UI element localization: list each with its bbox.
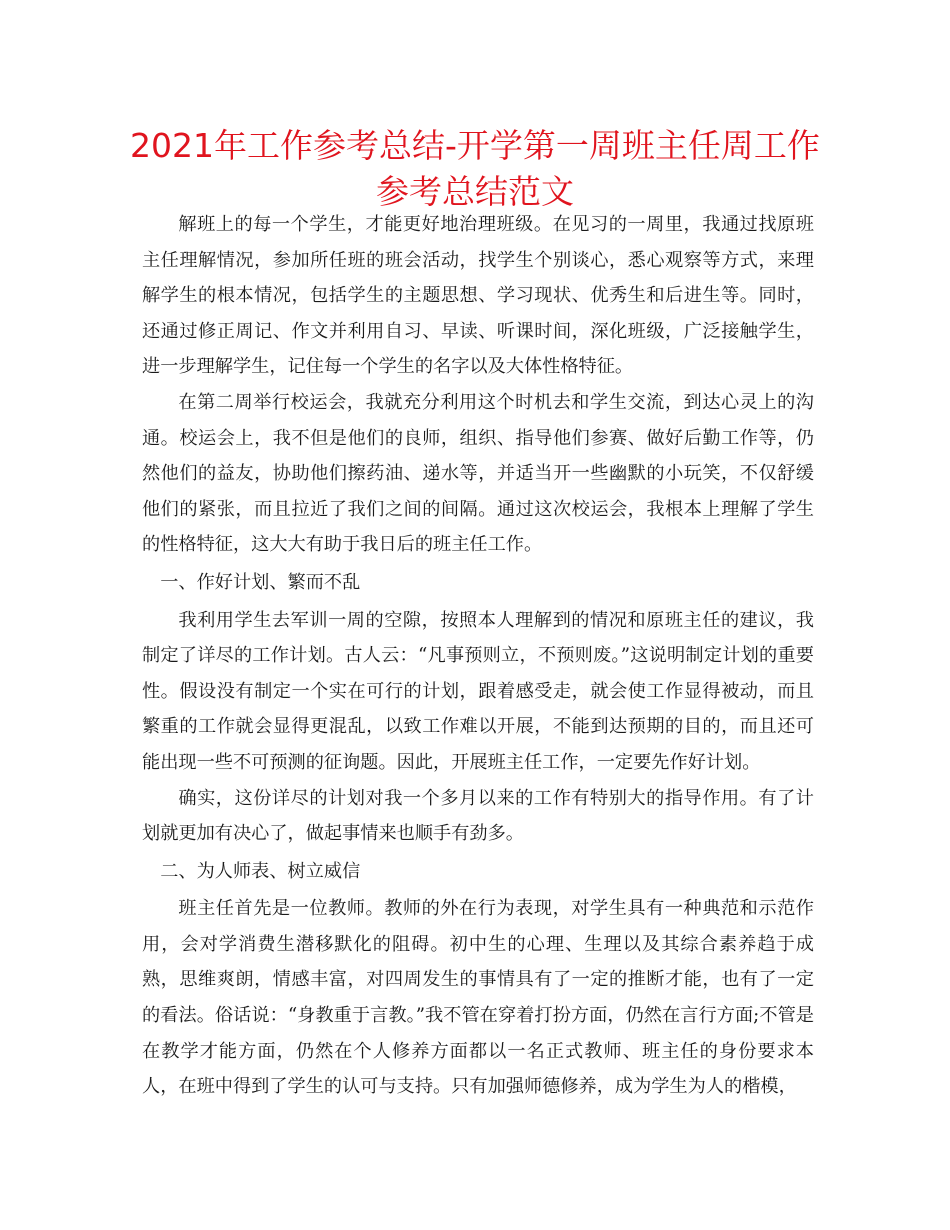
paragraph: 在第二周举行校运会，我就充分利用这个时机去和学生交流，到达心灵上的沟通。校运会上，我不但是他们的良师，组织、指导他们参赛、做好后勤工作等，仍然他们的益友，协助他们擦药油、递水等，并适当开一些幽默的小玩笑，不仅舒缓他们的紧张，而且拉近了我们之间的间隔。通过这次校运会，我根本上理解了学生的性格特征，这大大有助于我日后的班主任工作。 bbox=[142, 391, 814, 556]
paragraph: 班主任首先是一位教师。教师的外在行为表现，对学生具有一种典范和示范作用，会对学消费生潜移默化的阻碍。初中生的心理、生理以及其综合素养趋于成熟，思维爽朗，情感丰富，对四周发生的事情具有了一定的推断才能，也有了一定的看法。俗话说：“身教重于言教。”我不管在穿着打扮方面，仍然在言行方面;不管是在教学才能方面，仍然在个人修养方面都以一名正式教师、班主任的身份要求本人，在班中得到了学生的认可与支持。只有加强师德修养，成为学生为人的楷模， bbox=[142, 898, 814, 1098]
section-heading: 一、作好计划、繁而不乱 bbox=[160, 571, 361, 593]
paragraph: 我利用学生去军训一周的空隙，按照本人理解到的情况和原班主任的建议，我制定了详尽的工作计划。古人云：“凡事预则立，不预则废。”这说明制定计划的重要性。假设没有制定一个实在可行的计划，跟着感受走，就会使工作显得被动，而且繁重的工作就会显得更混乱，以致工作难以开展，不能到达预期的目的，而且还可能出现一些不可预测的征询题。因此，开展班主任工作，一定要先作好计划。 bbox=[142, 609, 814, 773]
paragraph: 解班上的每一个学生，才能更好地治理班级。在见习的一周里，我通过找原班主任理解情况，参加所任班的班会活动，找学生个别谈心，悉心观察等方式，来理解学生的根本情况，包括学生的主题思想、学习现状、优秀生和后进生等。同时，还通过修正周记、作文并利用自习、早读、听课时间，深化班级，广泛接触学生，进一步理解学生，记住每一个学生的名字以及大体性格特征。 bbox=[142, 214, 814, 378]
document-title-line-1: 2021年工作参考总结-开学第一周班主任周工作 bbox=[130, 126, 820, 165]
document-body bbox=[142, 207, 814, 1105]
document-title-line-2: 参考总结范文 bbox=[376, 172, 574, 211]
paragraph: 确实，这份详尽的计划对我一个多月以来的工作有特别大的指导作用。有了计划就更加有决心了，做起事情来也顺手有劲多。 bbox=[142, 787, 814, 845]
section-heading: 二、为人师表、树立威信 bbox=[160, 860, 361, 882]
